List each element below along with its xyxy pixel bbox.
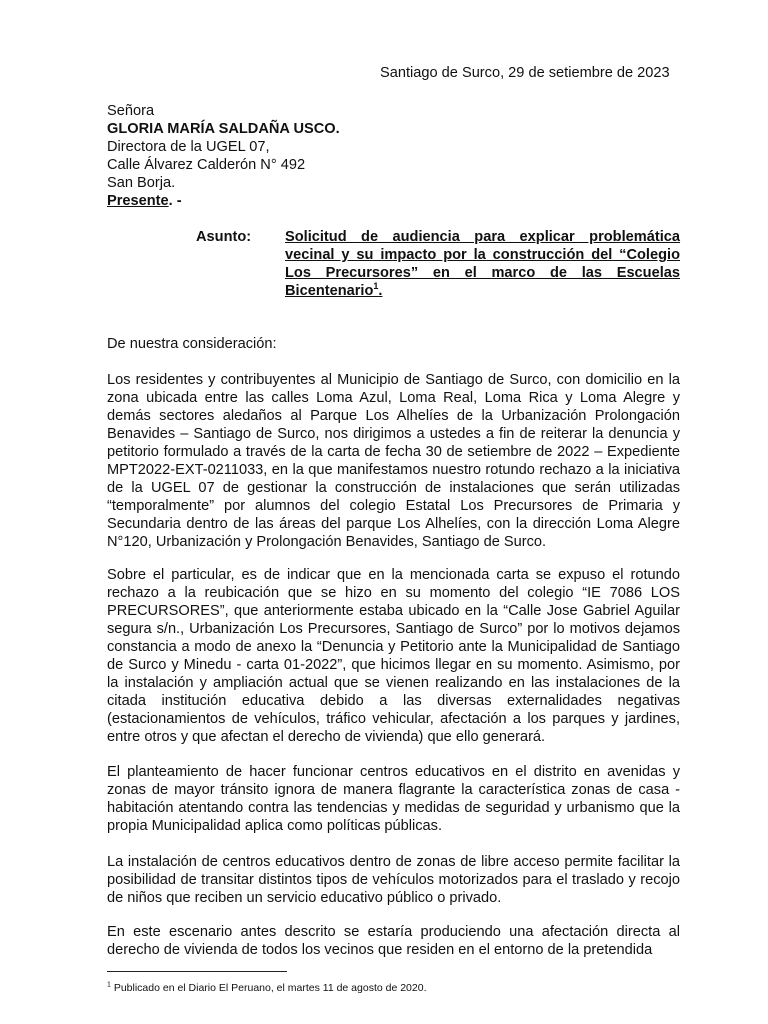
recipient-city: San Borja.	[107, 175, 176, 191]
recipient-block	[107, 102, 507, 210]
date-line: Santiago de Surco, 29 de setiembre de 2023	[380, 65, 670, 81]
presente-suffix: . -	[168, 193, 182, 209]
subject-footnote-ref: 1	[373, 281, 379, 292]
footnote-number: 1	[107, 981, 111, 989]
footnote-text: Publicado en el Diario El Peruano, el martes 11 de agosto de 2020.	[110, 982, 427, 994]
presente-word: Presente	[107, 193, 169, 209]
body-paragraph: Sobre el particular, es de indicar que en la mencionada carta se expuso el rotundo rechazo a la reubicación que se hizo en su momento del colegio “IE 7086 LOS PRECURSORES”, que anteriormente estaba ubicado en la “Calle Jose Gabriel Aguilar segura s/n., Urbanización Los Precursores, Santiago de Surco” por lo motivos dejamos constancia a modo de anexo la “Denuncia y Petitorio ante la Municipalidad de Santiago de Surco y Minedu - carta 01-2022”, que hicimos llegar en su momento. Asimismo, por la instalación y ampliación actual que se vienen realizando en las instalaciones de la citada institución educativa debido a las diversas externalidades negativas (estacionamientos de vehículos, tráfico vehicular, afectación a los parques y jardines, entre otros y que afectan el derecho de vivienda) que ello generará.	[107, 567, 680, 745]
subject-body: Solicitud de audiencia para explicar problemática vecinal y su impacto por la construcción del “Colegio Los Precursores” en el marco de las Escuelas Bicentenario	[285, 229, 680, 299]
footnote	[107, 982, 667, 995]
body-paragraph: La instalación de centros educativos dentro de zonas de libre acceso permite facilitar la posibilidad de transitar distintos tipos de vehículos motorizados para el traslado y recojo de niños que reciben un servicio educativo público o privado.	[107, 854, 680, 906]
footnote-divider	[107, 971, 287, 972]
subject-text	[285, 228, 680, 300]
recipient-name: GLORIA MARÍA SALDAÑA USCO.	[107, 121, 340, 137]
body-paragraph: En este escenario antes descrito se estaría produciendo una afectación directa al derecho de vivienda de todos los vecinos que residen en el entorno de la pretendida	[107, 924, 680, 958]
subject-end: .	[378, 283, 383, 299]
recipient-position: Directora de la UGEL 07,	[107, 139, 270, 155]
salutation: Señora	[107, 103, 155, 119]
greeting: De nuestra consideración:	[107, 336, 277, 352]
body-paragraph: El planteamiento de hacer funcionar centros educativos en el distrito en avenidas y zonas de mayor tránsito ignora de manera flagrante la característica zonas de casa - habitación atentando contra las tendencias y medidas de seguridad y urbanismo que la propia Municipalidad aplica como políticas públicas.	[107, 764, 680, 834]
presente-line	[107, 192, 507, 210]
subject-label: Asunto:	[196, 229, 252, 245]
recipient-street: Calle Álvarez Calderón N° 492	[107, 157, 306, 173]
body-paragraph: Los residentes y contribuyentes al Municipio de Santiago de Surco, con domicilio en la zona ubicada entre las calles Loma Azul, Loma Real, Loma Rica y Loma Alegre y demás sectores aledaños al Parque Los Alhelíes de la Urbanización Prolongación Benavides – Santiago de Surco, nos dirigimos a ustedes a fin de reiterar la denuncia y petitorio formulado a través de la carta de fecha 30 de setiembre de 2022 – Expediente MPT2022-EXT-0211033, en la que manifestamos nuestro rotundo rechazo a la iniciativa de la UGEL 07 de gestionar la construcción de instalaciones que serán utilizadas “temporalmente” por alumnos del colegio Estatal Los Precursores de Primaria y Secundaria dentro de las áreas del parque Los Alhelíes, con la dirección Loma Alegre N°120, Urbanización y Prolongación Benavides, Santiago de Surco.	[107, 372, 680, 550]
